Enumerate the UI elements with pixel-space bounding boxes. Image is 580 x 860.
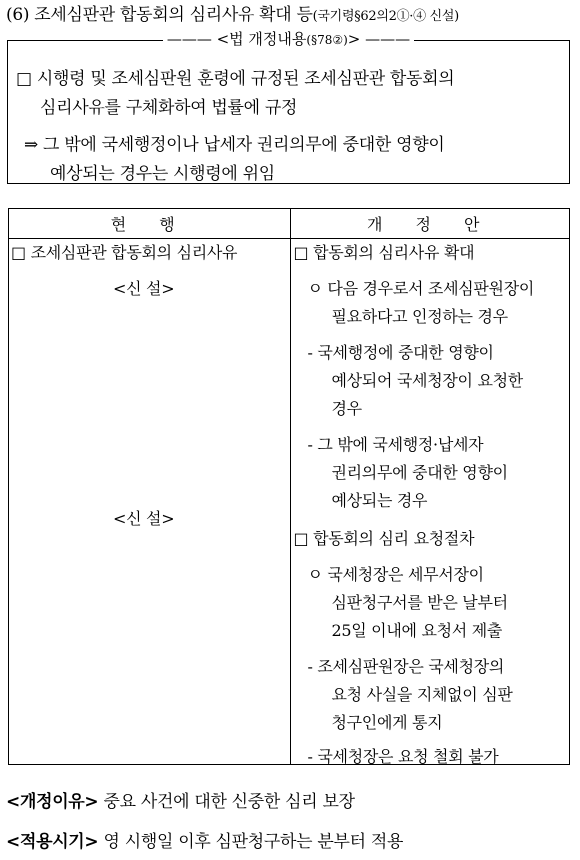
amendment-reason: [6, 790, 355, 814]
amended-notice: - 조세심판원장은 국세청장의: [307, 657, 505, 676]
amended-sub-2-end: 25일 이내에 요청서 제출: [331, 621, 503, 640]
amended-case-2-cont: 권리의무에 중대한 영향이: [331, 463, 508, 482]
amendment-reason-label: <개정이유>: [6, 792, 99, 812]
amended-sub-2: ㅇ 국세청장은 세무서장이: [307, 565, 484, 584]
effective-date: [6, 830, 403, 854]
table-body-row: [9, 239, 570, 765]
amended-sub-1: ㅇ 다음 경우로서 조세심판원장이: [307, 279, 535, 298]
amended-no-withdrawal: - 국세청장은 요청 철회 불가: [307, 747, 499, 766]
summary-item-1: □ 시행령 및 조세심판원 훈령에 규정된 조세심판관 합동회의: [16, 69, 455, 89]
current-new-1: <신 설>: [113, 279, 175, 298]
current-column: [9, 239, 291, 765]
amended-sub-2-cont: 심판청구서를 받은 날부터: [331, 593, 508, 612]
header-amended: 개 정 안: [291, 209, 570, 239]
amended-item-2: □ 합동회의 심리 요청절차: [293, 529, 475, 548]
section-legal-reference: (국기령§62의2①·④ 신설): [312, 9, 459, 24]
section-heading: [6, 3, 576, 29]
amended-notice-end: 청구인에게 통지: [331, 713, 443, 732]
amended-case-2: - 그 밖에 국세행정·납세자: [307, 435, 484, 454]
current-item-1: □ 조세심판관 합동회의 심리사유: [11, 243, 238, 262]
effective-date-text: 영 시행일 이후 심판청구하는 분부터 적용: [103, 832, 404, 852]
summary-item-2-cont: 예상되는 경우는 시행령에 위임: [50, 164, 275, 184]
table-header-row: [9, 209, 570, 239]
amended-sub-1-cont: 필요하다고 인정하는 경우: [331, 307, 508, 326]
summary-label-close: >: [347, 30, 361, 48]
current-new-2: <신 설>: [113, 509, 175, 528]
summary-item-2: ⇒ 그 밖에 국세행정이나 납세자 권리의무에 중대한 영향이: [24, 135, 445, 155]
amended-case-1-end: 경우: [331, 399, 362, 418]
amended-notice-cont: 요청 사실을 지체없이 심판: [331, 685, 513, 704]
header-current: 현 행: [9, 209, 291, 239]
summary-label-text: <법 개정내용: [216, 30, 307, 48]
summary-box-label: ——— <법 개정내용(§78②)> ———: [8, 29, 569, 50]
summary-label-ref: (§78②): [306, 33, 348, 47]
amendment-reason-text: 중요 사건에 대한 신중한 심리 보장: [103, 792, 355, 812]
summary-item-1-cont: 심리사유를 구체화하여 법률에 규정: [40, 98, 298, 118]
amended-case-1-cont: 예상되어 국세청장이 요청한: [331, 371, 523, 390]
amended-case-2-end: 예상되는 경우: [331, 491, 428, 510]
comparison-table: [8, 208, 570, 765]
amended-item-1: □ 합동회의 심리사유 확대: [293, 243, 475, 262]
amendment-summary-box: [7, 30, 570, 184]
effective-date-label: <적용시기>: [6, 832, 99, 852]
section-title: (6) 조세심판관 합동회의 심리사유 확대 등: [6, 5, 313, 25]
amended-case-1: - 국세행정에 중대한 영향이: [307, 343, 494, 362]
amended-column: [291, 239, 570, 765]
